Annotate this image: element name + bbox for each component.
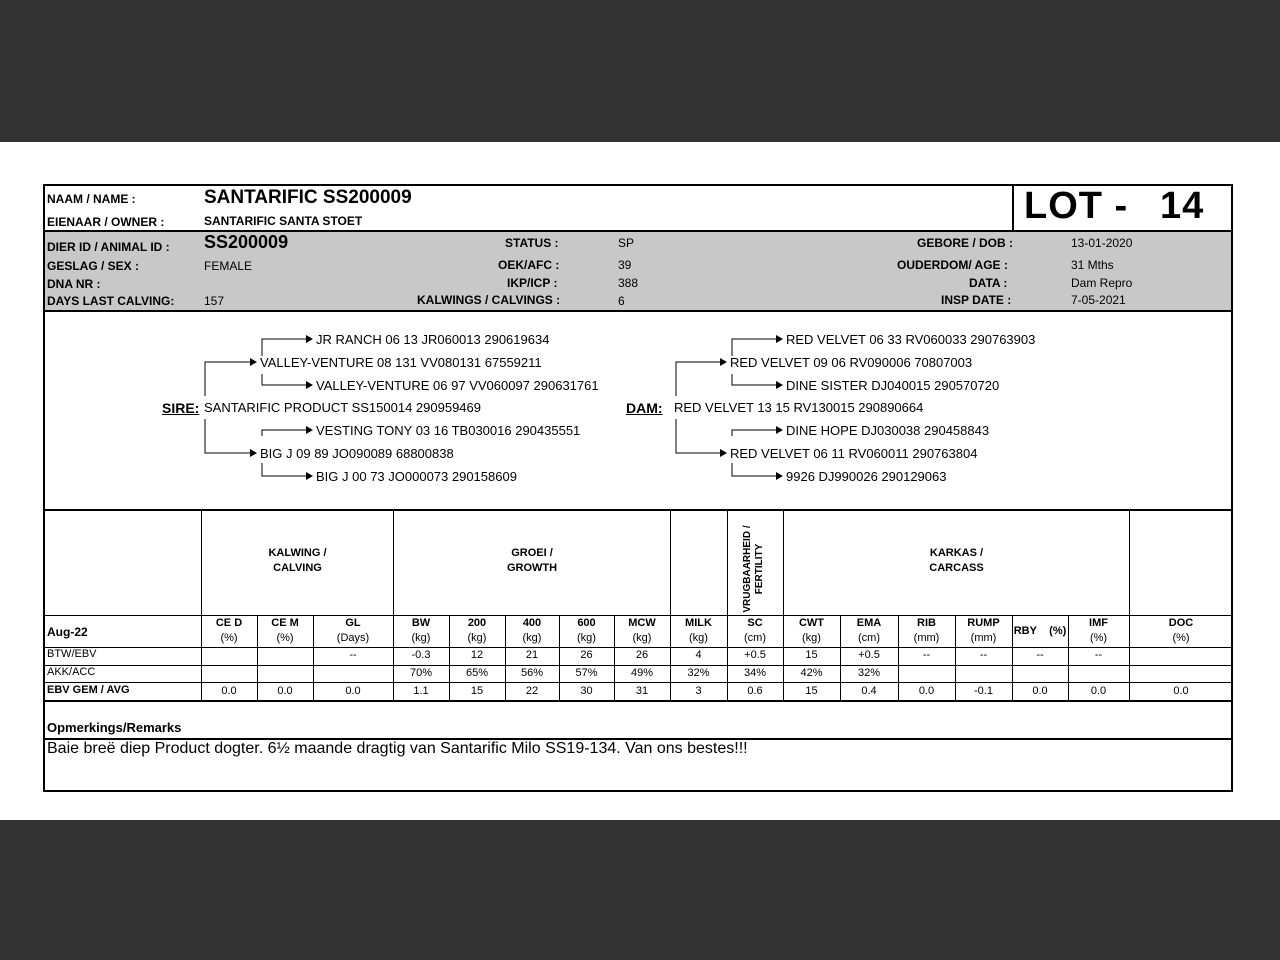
owner-value: SANTARIFIC SANTA STOET bbox=[204, 214, 363, 228]
table-cell: 0.0 bbox=[1090, 685, 1107, 697]
table-cell: -0.3 bbox=[411, 649, 431, 661]
row-label: AKK/ACC bbox=[47, 666, 96, 678]
col-header-cwt: CWT (kg) bbox=[798, 617, 825, 644]
col-header-gl: GL (Days) bbox=[336, 617, 370, 644]
table-cell: 57% bbox=[575, 667, 598, 679]
col-header-sc: SC (cm) bbox=[744, 617, 766, 644]
table-cell: 49% bbox=[630, 667, 654, 679]
animal-id-value: SS200009 bbox=[204, 232, 289, 252]
group-calving: KALWING / CALVING bbox=[268, 547, 327, 574]
table-cell: +0.5 bbox=[744, 649, 766, 661]
table-cell: -- bbox=[1094, 649, 1103, 661]
col-header-doc: DOC (%) bbox=[1168, 617, 1194, 644]
lot-number: 14 bbox=[1160, 185, 1205, 227]
sire-dam-dam: BIG J 00 73 JO000073 290158609 bbox=[316, 469, 517, 484]
table-cell: 0.0 bbox=[277, 685, 293, 697]
table-cell: 15 bbox=[470, 685, 484, 697]
col-header-rby: RBY (%) bbox=[1013, 625, 1067, 637]
table-cell: 32% bbox=[687, 667, 710, 679]
afc-label: OEK/AFC : bbox=[498, 258, 560, 272]
table-cell: 15 bbox=[805, 685, 818, 697]
table-cell: 0.6 bbox=[747, 685, 763, 697]
icp-label: IKP/ICP : bbox=[507, 276, 558, 290]
table-cell: 15 bbox=[805, 649, 818, 661]
group-growth: GROEI / GROWTH bbox=[506, 547, 558, 574]
table-cell: -- bbox=[922, 649, 931, 661]
animal-id-label: DIER ID / ANIMAL ID : bbox=[47, 240, 170, 254]
remarks-text: Baie breë diep Product dogter. 6½ maande dragtig van Santarific Milo SS19-134. Van ons bestes!!! bbox=[47, 740, 748, 757]
row-line bbox=[45, 682, 1233, 683]
icp-value: 388 bbox=[618, 276, 639, 290]
dob-value: 13-01-2020 bbox=[1071, 236, 1133, 250]
remarks-label: Opmerkings/Remarks bbox=[47, 720, 182, 735]
table-cell: 0.4 bbox=[861, 685, 877, 697]
table-cell: 12 bbox=[470, 649, 484, 661]
lot-label: LOT - bbox=[1024, 185, 1129, 227]
dam-sire-dam: DINE SISTER DJ040015 290570720 bbox=[786, 378, 1000, 393]
col-line bbox=[1129, 510, 1130, 700]
ebv-date: Aug-22 bbox=[47, 625, 88, 639]
days-label: DAYS LAST CALVING: bbox=[47, 294, 175, 308]
col-header-ce-d: CE D (%) bbox=[215, 617, 243, 644]
data-value: Dam Repro bbox=[1071, 276, 1133, 290]
table-cell: -- bbox=[979, 649, 988, 661]
sire-sire: VALLEY-VENTURE 08 131 VV080131 67559211 bbox=[260, 355, 542, 370]
table-cell: 0.0 bbox=[221, 685, 237, 697]
sire: SANTARIFIC PRODUCT SS150014 290959469 bbox=[204, 400, 481, 415]
col-header-milk: MILK (kg) bbox=[685, 617, 712, 644]
table-cell: 0.0 bbox=[918, 685, 935, 697]
table-bottom-line bbox=[45, 700, 1233, 702]
row-label: EBV GEM / AVG bbox=[47, 684, 130, 696]
table-cell: 4 bbox=[695, 649, 702, 661]
sire-label: SIRE: bbox=[162, 400, 200, 416]
dam-sire: RED VELVET 09 06 RV090006 70807003 bbox=[730, 355, 973, 370]
table-cell: 0.0 bbox=[345, 685, 361, 697]
status-label: STATUS : bbox=[505, 236, 559, 250]
dam-dam-dam: 9926 DJ990026 290129063 bbox=[786, 469, 947, 484]
afc-value: 39 bbox=[618, 258, 632, 272]
sire-sire-sire: JR RANCH 06 13 JR060013 290619634 bbox=[316, 332, 550, 347]
age-label: OUDERDOM/ AGE : bbox=[897, 258, 1008, 272]
col-header-rib: RIB (mm) bbox=[913, 617, 940, 644]
group-fertility: VRUGBAARHEID / FERTILITY bbox=[742, 525, 765, 613]
table-cell: 1.1 bbox=[413, 685, 429, 697]
dam-sire-sire: RED VELVET 06 33 RV060033 290763903 bbox=[786, 332, 1036, 347]
dam: RED VELVET 13 15 RV130015 290890664 bbox=[674, 400, 924, 415]
dna-label: DNA NR : bbox=[47, 277, 101, 291]
table-cell: 56% bbox=[520, 667, 544, 679]
data-label: DATA : bbox=[969, 276, 1008, 290]
table-cell: 26 bbox=[580, 649, 593, 661]
owner-label: EIENAAR / OWNER : bbox=[47, 215, 165, 229]
col-header-imf: IMF (%) bbox=[1089, 617, 1108, 644]
table-cell: 26 bbox=[635, 649, 649, 661]
sire-sire-dam: VALLEY-VENTURE 06 97 VV060097 290631761 bbox=[316, 378, 599, 393]
group-carcass: KARKAS / CARCASS bbox=[929, 547, 984, 574]
sire-dam-sire: VESTING TONY 03 16 TB030016 290435551 bbox=[316, 423, 581, 438]
sex-label: GESLAG / SEX : bbox=[47, 259, 140, 273]
col-header-ema: EMA (cm) bbox=[856, 617, 882, 644]
col-header-mcw: MCW (kg) bbox=[628, 617, 656, 644]
row-line bbox=[45, 647, 1233, 648]
col-header-600: 600 (kg) bbox=[577, 617, 596, 644]
dam-dam: RED VELVET 06 11 RV060011 290763804 bbox=[730, 446, 978, 461]
table-cell: 22 bbox=[525, 685, 539, 697]
calvings-value: 6 bbox=[618, 294, 625, 308]
table-cell: 31 bbox=[635, 685, 649, 697]
col-header-rump: RUMP (mm) bbox=[967, 617, 1000, 644]
table-cell: 34% bbox=[743, 667, 767, 679]
table-cell: 42% bbox=[800, 667, 823, 679]
sex-value: FEMALE bbox=[204, 259, 253, 273]
dam-label: DAM: bbox=[626, 400, 663, 416]
col-header-ce-m: CE M (%) bbox=[271, 617, 299, 644]
insp-label: INSP DATE : bbox=[941, 293, 1012, 307]
row-label: BTW/EBV bbox=[47, 648, 97, 660]
table-cell: -- bbox=[349, 649, 357, 661]
dam-dam-sire: DINE HOPE DJ030038 290458843 bbox=[786, 423, 990, 438]
col-line bbox=[201, 510, 202, 700]
row-line bbox=[45, 665, 1233, 666]
pedigree-divider bbox=[45, 509, 1233, 511]
table-cell: -0.1 bbox=[974, 685, 993, 697]
status-value: SP bbox=[618, 236, 635, 250]
name-label: NAAM / NAME : bbox=[47, 192, 136, 206]
animal-name: SANTARIFIC SS200009 bbox=[204, 187, 412, 208]
col-header-400: 400 (kg) bbox=[522, 617, 542, 644]
sire-dam: BIG J 09 89 JO090089 68800838 bbox=[260, 446, 454, 461]
days-value: 157 bbox=[204, 294, 225, 308]
dob-label: GEBORE / DOB : bbox=[917, 236, 1014, 250]
calvings-label: KALWINGS / CALVINGS : bbox=[417, 293, 561, 307]
age-value: 31 Mths bbox=[1071, 258, 1114, 272]
table-cell: 0.0 bbox=[1032, 685, 1048, 697]
insp-value: 7-05-2021 bbox=[1071, 293, 1126, 307]
col-header-200: 200 (kg) bbox=[467, 617, 487, 644]
col-header-bw: BW (kg) bbox=[411, 617, 431, 644]
table-cell: 30 bbox=[580, 685, 593, 697]
table-cell: 65% bbox=[465, 667, 489, 679]
table-cell: -- bbox=[1036, 649, 1044, 661]
table-cell: 32% bbox=[857, 667, 881, 679]
table-cell: 70% bbox=[409, 667, 433, 679]
table-cell: 3 bbox=[695, 685, 702, 697]
table-cell: 0.0 bbox=[1173, 685, 1189, 697]
table-cell: +0.5 bbox=[858, 649, 880, 661]
table-cell: 21 bbox=[525, 649, 539, 661]
